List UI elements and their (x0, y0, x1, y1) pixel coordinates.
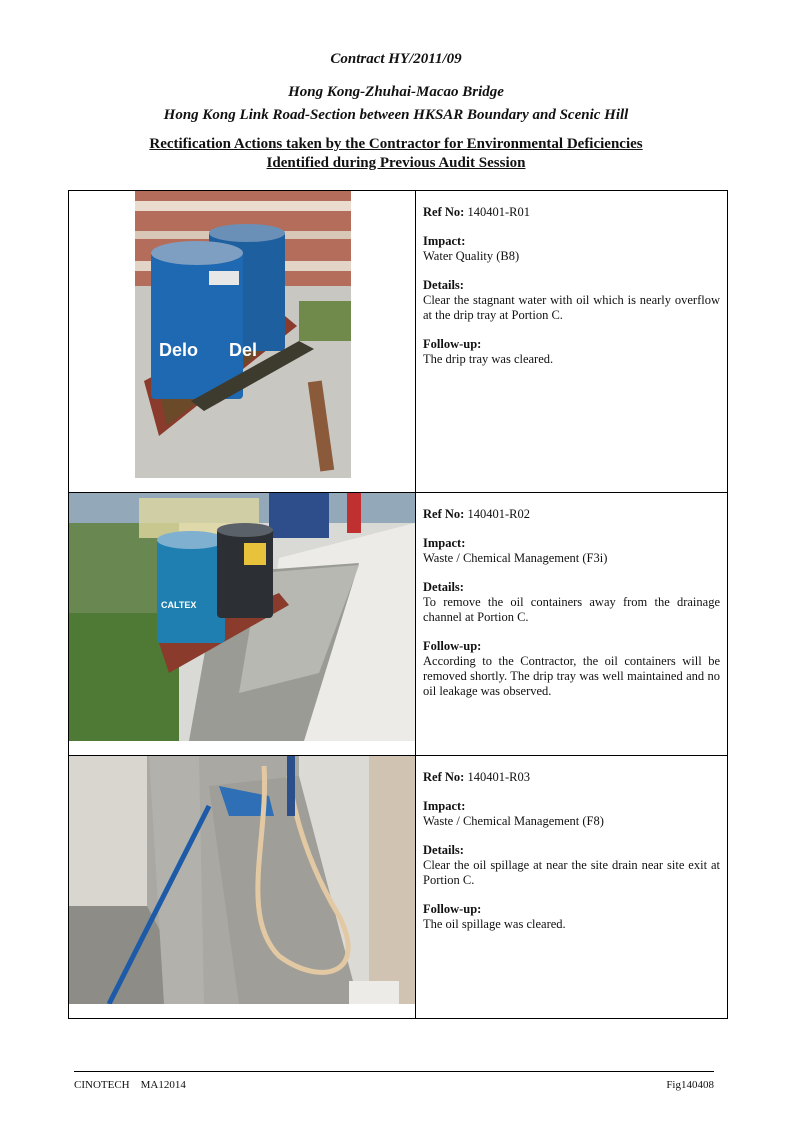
site-photo-drip-tray (69, 191, 415, 492)
footer-figure-number: Fig140408 (666, 1079, 714, 1091)
site-photo-oil-containers (69, 493, 415, 755)
section-title: Rectification Actions taken by the Contractor for Environmental Deficiencies (149, 136, 643, 152)
table-row (69, 756, 728, 1019)
oil-containers-near-channel-image (69, 493, 415, 741)
details-label: Details: (423, 843, 464, 857)
impact-label: Impact: (423, 234, 466, 248)
details-text: Clear the oil spillage at near the site drain near site exit at Portion C. (423, 858, 720, 887)
footer-company-code: CINOTECH MA12014 (74, 1079, 186, 1091)
photo-cell (69, 191, 416, 493)
ref-number: 140401-R01 (467, 205, 530, 219)
drum-brand-text: Delo (159, 340, 199, 360)
photo-cell (69, 756, 416, 1019)
details-label: Details: (423, 580, 464, 594)
entry-details-cell (416, 493, 728, 756)
followup-label: Follow-up: (423, 902, 482, 916)
impact-label: Impact: (423, 536, 466, 550)
impact-label: Impact: (423, 799, 466, 813)
table-row (69, 493, 728, 756)
followup-text: The oil spillage was cleared. (423, 917, 566, 931)
photo-cell (69, 493, 416, 756)
followup-text: The drip tray was cleared. (423, 352, 554, 366)
impact-value: Waste / Chemical Management (F3i) (423, 551, 608, 565)
ref-label: Ref No: (423, 507, 465, 521)
followup-label: Follow-up: (423, 639, 482, 653)
project-title: Hong Kong-Zhuhai-Macao Bridge (288, 84, 504, 100)
details-text: To remove the oil containers away from the drainage channel at Portion C. (423, 595, 720, 624)
project-subtitle: Hong Kong Link Road-Section between HKSAR Boundary and Scenic Hill (163, 107, 629, 123)
footer-divider (74, 1071, 714, 1072)
impact-value: Waste / Chemical Management (F8) (423, 814, 604, 828)
ref-label: Ref No: (423, 205, 465, 219)
followup-label: Follow-up: (423, 337, 482, 351)
ref-number: 140401-R02 (467, 507, 530, 521)
entry-details-cell (416, 191, 728, 493)
site-drain-hose-image (69, 756, 415, 1004)
container-brand-text: CALTEX (161, 600, 197, 610)
section-title-line2: Identified during Previous Audit Session (266, 155, 526, 171)
entry-details-cell (416, 756, 728, 1019)
contract-number: Contract HY/2011/09 (330, 51, 462, 67)
details-label: Details: (423, 278, 464, 292)
details-text: Clear the stagnant water with oil which is nearly overflow at the drip tray at Portion C. (423, 293, 720, 322)
impact-value: Water Quality (B8) (423, 249, 520, 263)
ref-number: 140401-R03 (467, 770, 530, 784)
site-photo-site-drain (69, 756, 415, 1018)
drum-brand-text-2: Del (229, 340, 258, 360)
table-row (69, 191, 728, 493)
rectification-table (68, 190, 728, 1019)
drums-on-drip-tray-image (69, 191, 415, 478)
followup-text: According to the Contractor, the oil containers will be removed shortly. The drip tray was well maintained and no oil leakage was observed. (423, 654, 720, 698)
ref-label: Ref No: (423, 770, 465, 784)
